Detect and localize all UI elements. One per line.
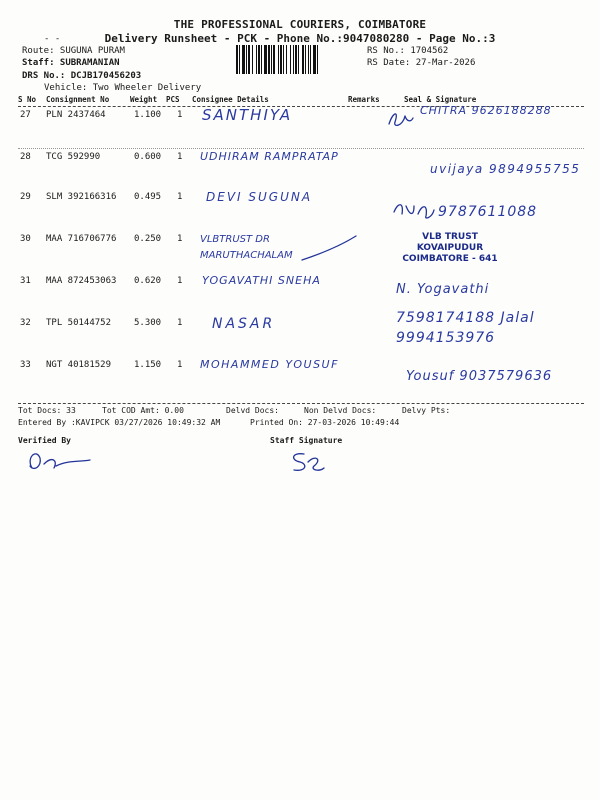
col-seal: Seal & Signature bbox=[404, 95, 477, 104]
row-weight: 0.250 bbox=[134, 234, 162, 244]
delivered-docs: Delvd Docs: bbox=[226, 406, 279, 415]
seal-handwriting: 7598174188 Jalal 9994153976 bbox=[396, 310, 535, 346]
row-sno: 31 bbox=[20, 276, 31, 286]
seal-handwriting: N. Yogavathi bbox=[396, 282, 490, 297]
signature-stroke bbox=[300, 234, 360, 264]
row-sno: 29 bbox=[20, 192, 31, 202]
row-sno: 28 bbox=[20, 152, 31, 162]
col-sno: S No bbox=[18, 95, 37, 104]
staff-label: Staff: SUBRAMANIAN bbox=[22, 58, 120, 68]
seal-stamp: VLB TRUST KOVAIPUDUR COIMBATORE - 641 bbox=[402, 232, 498, 264]
consignee-handwriting: YOGAVATHI SNEHA bbox=[202, 274, 321, 287]
verifier-signature bbox=[24, 446, 94, 476]
row-consignment: TPL 50144752 bbox=[46, 318, 112, 328]
row-weight: 0.495 bbox=[134, 192, 162, 202]
row-consignment: PLN 2437464 bbox=[46, 110, 106, 120]
total-docs: Tot Docs: 33 bbox=[18, 406, 76, 415]
row-weight: 0.620 bbox=[134, 276, 162, 286]
total-cod: Tot COD Amt: 0.00 bbox=[102, 406, 184, 415]
row-pcs: 1 bbox=[177, 192, 183, 202]
consignee-handwriting: UDHIRAM RAMPRATAP bbox=[200, 150, 339, 163]
col-remarks: Remarks bbox=[348, 95, 380, 104]
table-row bbox=[0, 192, 600, 232]
vehicle-label: Vehicle: Two Wheeler Delivery bbox=[44, 83, 202, 93]
entered-by: Entered By :KAVIPCK 03/27/2026 10:49:32 AM bbox=[18, 418, 221, 427]
table-row bbox=[0, 360, 600, 400]
consignee-handwriting: SANTHIYA bbox=[202, 106, 293, 124]
consignee-handwriting: MOHAMMED YOUSUF bbox=[200, 358, 339, 371]
row-pcs: 1 bbox=[177, 110, 183, 120]
seal-handwriting: uvijaya 9894955755 bbox=[430, 162, 581, 176]
col-consignment: Consignment No bbox=[46, 95, 110, 104]
row-pcs: 1 bbox=[177, 152, 183, 162]
rs-date: RS Date: 27-Mar-2026 bbox=[367, 58, 476, 68]
col-pcs: PCS bbox=[166, 95, 180, 104]
barcode-stripe bbox=[318, 45, 320, 74]
row-consignment: SLM 392166316 bbox=[46, 192, 117, 202]
barcode bbox=[236, 45, 362, 74]
staff-signature bbox=[286, 448, 326, 476]
row-consignment: MAA 872453063 bbox=[46, 276, 117, 286]
verified-by-label: Verified By bbox=[18, 436, 71, 445]
header-dots: - - bbox=[44, 34, 61, 44]
row-sno: 33 bbox=[20, 360, 31, 370]
seal-handwriting: CHITRA 9626188288 bbox=[420, 104, 552, 117]
seal-handwriting: Yousuf 9037579636 bbox=[406, 369, 553, 384]
footer-rule bbox=[18, 403, 584, 404]
row-sno: 27 bbox=[20, 110, 31, 120]
consignee-handwriting: DEVI SUGUNA bbox=[206, 190, 313, 204]
consignee-handwriting: VLBTRUST DR MARUTHACHALAM bbox=[200, 234, 293, 261]
row-consignment: TCG 592990 bbox=[46, 152, 101, 162]
non-delivered-docs: Non Delvd Docs: bbox=[304, 406, 377, 415]
table-row bbox=[0, 104, 600, 150]
col-consignee: Consignee Details bbox=[192, 95, 269, 104]
route-label: Route: SUGUNA PURAM bbox=[22, 46, 125, 56]
row-consignment: NGT 40181529 bbox=[46, 360, 112, 370]
seal-handwriting: 9787611088 bbox=[438, 204, 538, 220]
row-sno: 32 bbox=[20, 318, 31, 328]
signature-scribble bbox=[385, 108, 415, 132]
tamil-signature-scribble bbox=[392, 200, 436, 222]
row-pcs: 1 bbox=[177, 318, 183, 328]
row-weight: 5.300 bbox=[134, 318, 162, 328]
consignee-handwriting: NASAR bbox=[212, 316, 276, 332]
table-row bbox=[0, 152, 600, 192]
row-pcs: 1 bbox=[177, 234, 183, 244]
printed-on: Printed On: 27-03-2026 10:49:44 bbox=[250, 418, 400, 427]
delivery-points: Delvy Pts: bbox=[402, 406, 451, 415]
row-pcs: 1 bbox=[177, 360, 183, 370]
row-consignment: MAA 716706776 bbox=[46, 234, 117, 244]
row-sno: 30 bbox=[20, 234, 31, 244]
staff-signature-label: Staff Signature bbox=[270, 436, 343, 445]
table-row bbox=[0, 234, 600, 274]
company-name: THE PROFESSIONAL COURIERS, COIMBATORE bbox=[173, 18, 427, 31]
row-weight: 1.100 bbox=[134, 110, 162, 120]
rs-number: RS No.: 1704562 bbox=[367, 46, 449, 56]
row-weight: 1.150 bbox=[134, 360, 162, 370]
table-row bbox=[0, 310, 600, 358]
drs-number: DRS No.: DCJB170456203 bbox=[22, 71, 142, 81]
col-weight: Weight bbox=[130, 95, 158, 104]
row-weight: 0.600 bbox=[134, 152, 162, 162]
runsheet-title: Delivery Runsheet - PCK - Phone No.:9047080280 - Page No.:3 bbox=[104, 32, 496, 45]
row-divider bbox=[18, 148, 584, 149]
row-pcs: 1 bbox=[177, 276, 183, 286]
